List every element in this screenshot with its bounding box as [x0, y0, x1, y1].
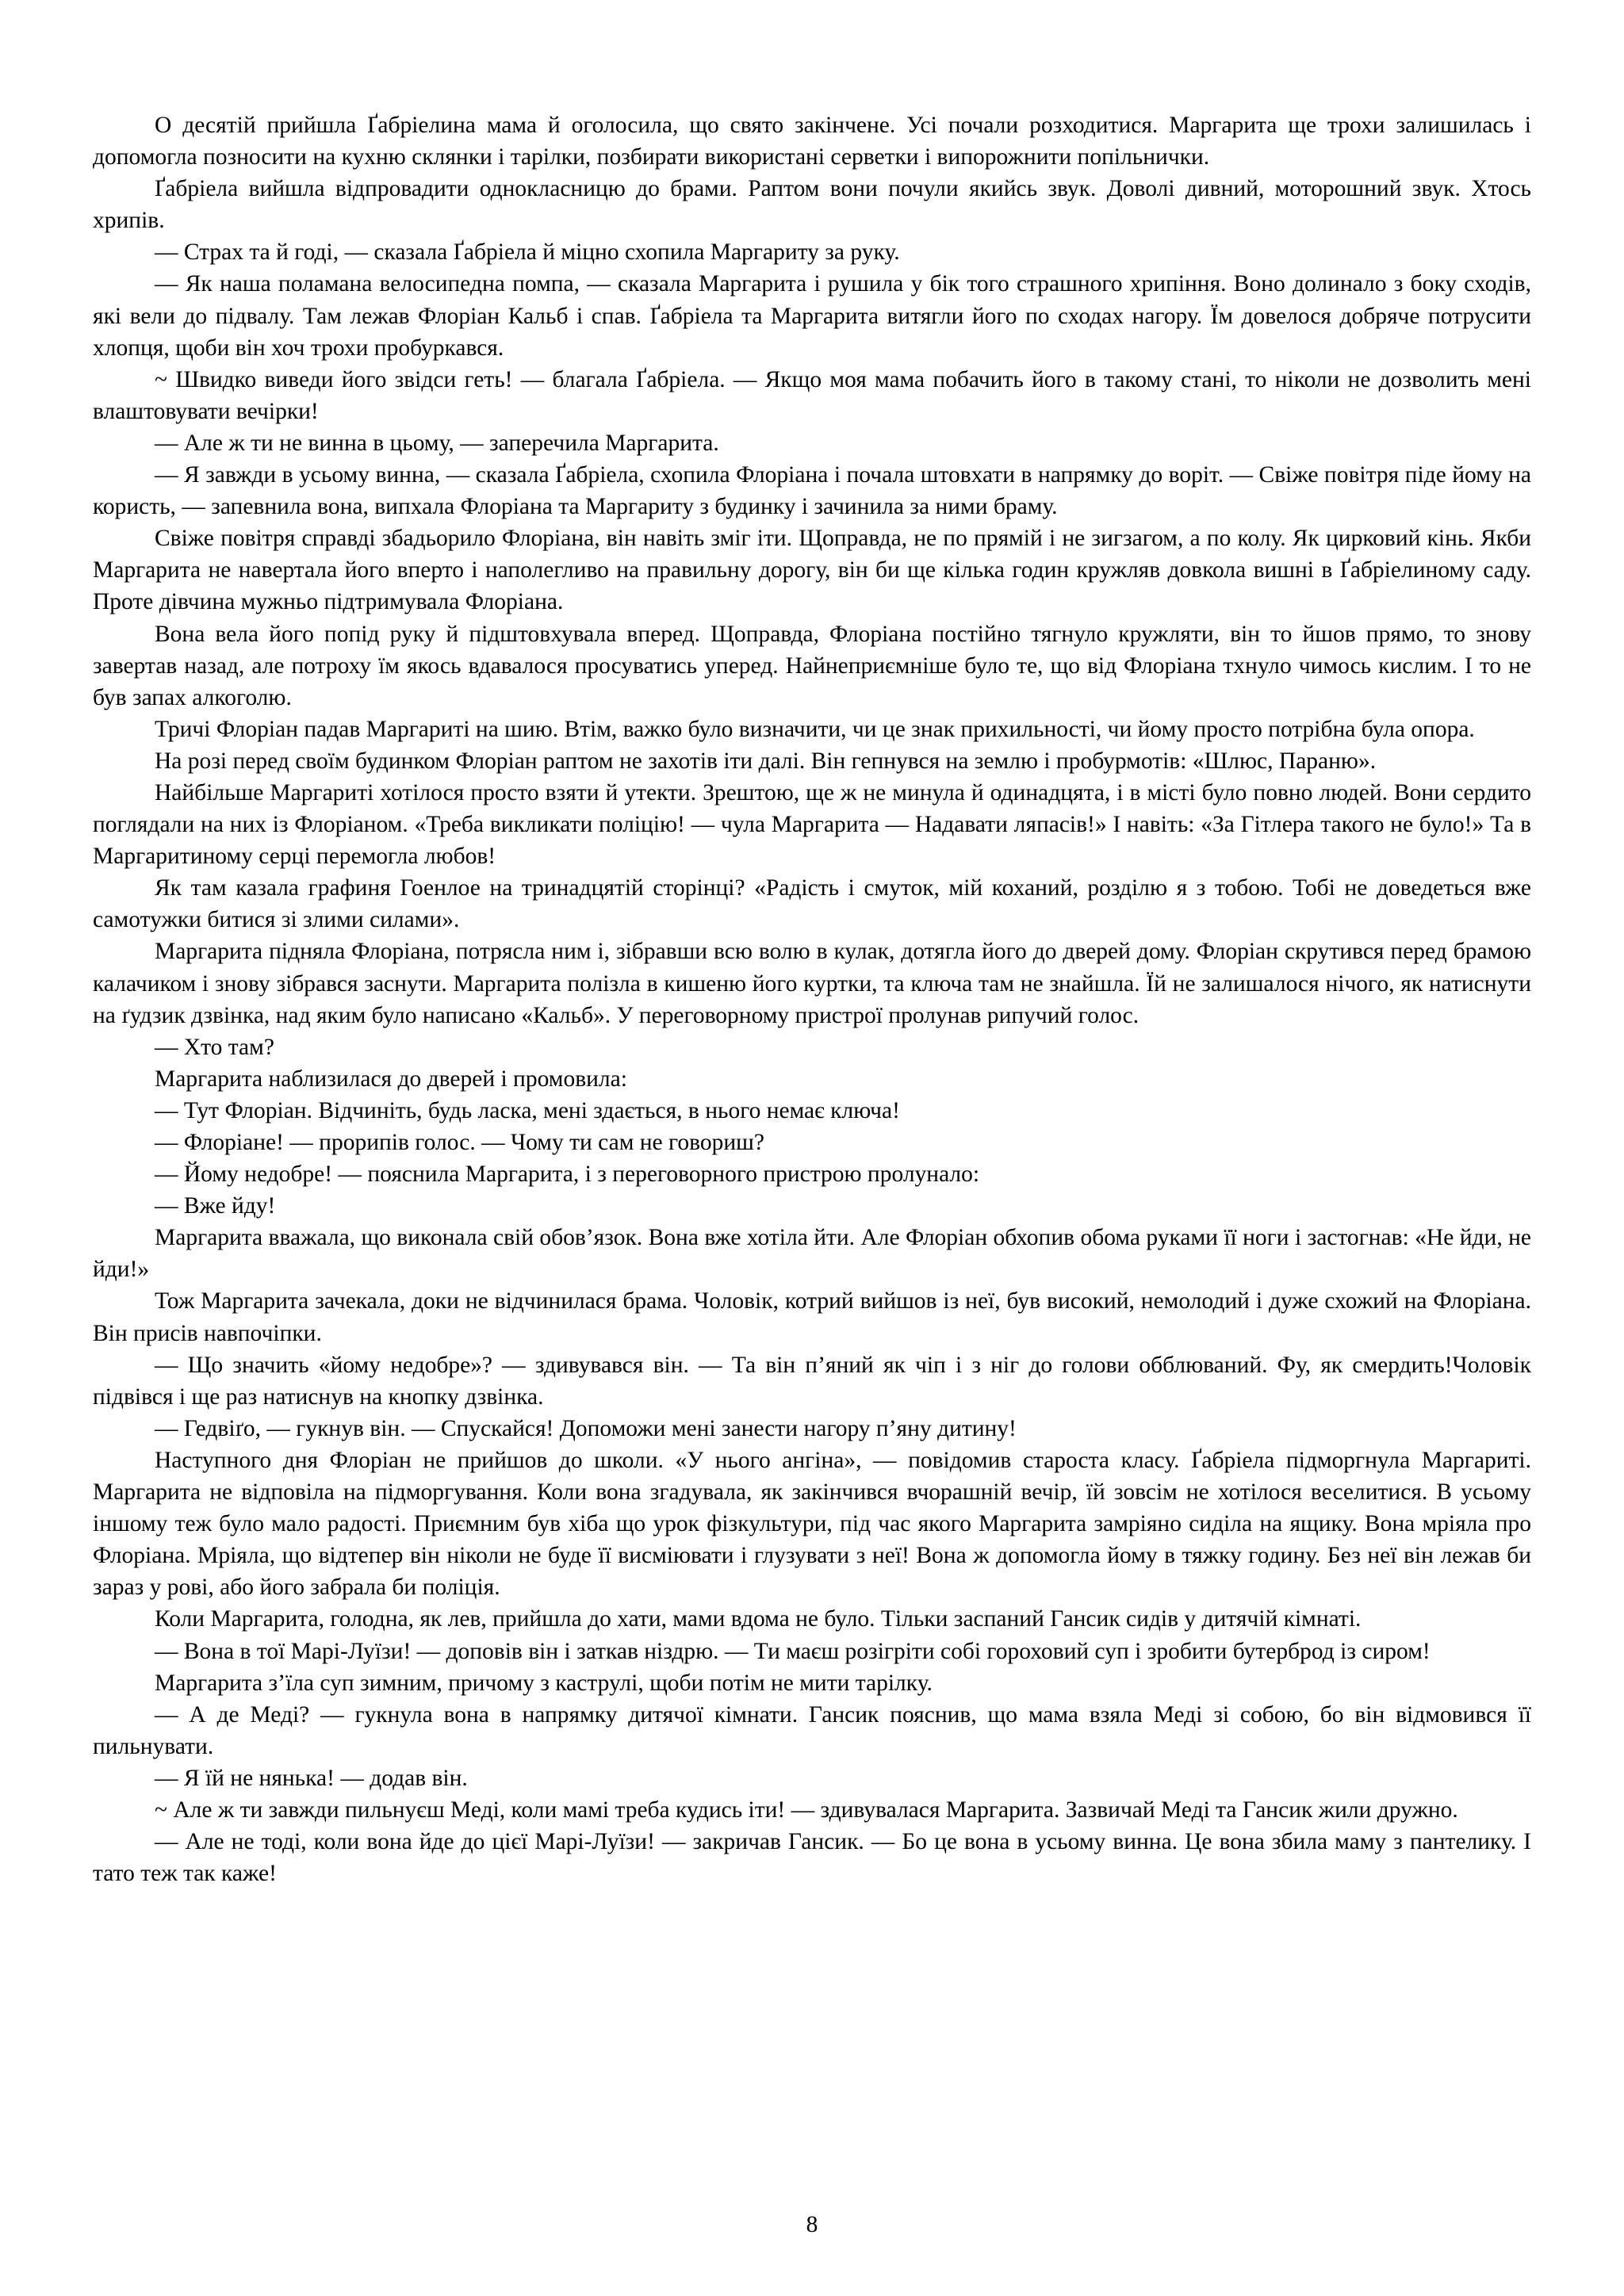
- paragraph: Свіже повітря справді збадьорило Флоріана, він навіть зміг іти. Щоправда, не по прямій і не зигзагом, а по колу. Як цирковий кінь. Якби Маргарита не навертала його вперто і наполегливо на правильну дорогу, він би ще кілька годин кружляв довкола вишні в Ґабріелиному саду. Проте дівчина мужньо підтримувала Флоріана.: [93, 526, 1531, 615]
- paragraph: — Але ж ти не винна в цьому, — заперечила Маргарита.: [155, 430, 719, 456]
- paragraph: Маргарита з’їла суп зимним, причому з каструлі, щоби потім не мити тарілку.: [155, 1670, 933, 1696]
- paragraph: — Я їй не нянька! — додав він.: [155, 1765, 468, 1791]
- paragraph: — Я завжди в усьому винна, — сказала Ґабріела, схопила Флоріана і почала штовхати в напрямку до воріт. — Свіже повітря піде йому на користь, — запевнила вона, випхала Флоріана та Маргариту з будинку і зачинила за ними браму.: [93, 462, 1531, 520]
- paragraph: Вона вела його попід руку й підштовхувала вперед. Щоправда, Флоріана постійно тягнуло кружляти, він то йшов прямо, то знову завертав назад, але потроху їм якось вдавалося просуватись уперед. Найнеприємніше було те, що від Флоріана тхнуло чимось кислим. І то не був запах алкоголю.: [93, 621, 1531, 710]
- paragraph: О десятій прийшла Ґабріелина мама й оголосила, що свято закінчене. Усі почали розходитися. Маргарита ще трохи залишилась і допомогла позносити на кухню склянки і тарілки, позбирати використані серветки і випорожнити попільнички.: [93, 113, 1531, 170]
- paragraph: Маргарита наблизилася до дверей і промовила:: [155, 1066, 627, 1092]
- page-number: 8: [806, 2212, 818, 2237]
- paragraph: — Флоріане! — прорипів голос. — Чому ти сам не говориш?: [155, 1130, 764, 1155]
- paragraph: — Тут Флоріан. Відчиніть, будь ласка, мені здається, в нього немає ключа!: [155, 1097, 900, 1123]
- paragraph: — Вже йду!: [155, 1193, 276, 1219]
- paragraph: Ґабріела вийшла відпровадити однокласницю до брами. Раптом вони почули якийсь звук. Доволі дивний, моторошний звук. Хтось хрипів.: [93, 176, 1531, 234]
- paragraph: — Гедвіґо, — гукнув він. — Спускайся! Допоможи мені занести нагору п’яну дитину!: [155, 1415, 1017, 1441]
- paragraph: Найбільше Маргариті хотілося просто взяти й утекти. Зрештою, ще ж не минула й одинадцята, і в місті було повно людей. Вони сердито поглядали на них із Флоріаном. «Треба викликати поліцію! — чула Маргарита — Надавати ляпасів!» І навіть: «За Гітлера такого не було!» Та в Маргаритиному серці перемогла любов!: [93, 779, 1531, 870]
- paragraph: Маргарита підняла Флоріана, потрясла ним і, зібравши всю волю в кулак, дотягла його до дверей дому. Флоріан скрутився перед брамою калачиком і знову зібрався заснути. Маргарита полізла в кишеню його куртки, та ключа там не знайшла. Їй не залишалося нічого, як натиснути на ґудзик дзвінка, над яким було написано «Кальб». У переговорному пристрої пролунав рипучий голос.: [93, 939, 1531, 1028]
- paragraph: Як там казала графиня Гоенлое на тринадцятій сторінці? «Радість і смуток, мій коханий, розділю я з тобою. Тобі не доведеться вже самотужки битися зі злими силами».: [93, 875, 1531, 933]
- paragraph: На розі перед своїм будинком Флоріан раптом не захотів іти далі. Він гепнувся на землю і пробурмотів: «Шлюс, Параню».: [155, 748, 1377, 774]
- paragraph: — Вона в тої Марі-Луїзи! — доповів він і заткав ніздрю. — Ти маєш розігріти собі гороховий суп і зробити бутерброд із сиром!: [155, 1638, 1431, 1664]
- paragraph: Маргарита вважала, що виконала свій обов’язок. Вона вже хотіла йти. Але Флоріан обхопив обома руками її ноги і застогнав: «Не йди, не йди!»: [93, 1225, 1531, 1283]
- paragraph: ~ Швидко виведи його звідси геть! — благала Ґабріела. — Якщо моя мама побачить його в такому стані, то ніколи не дозволить мені влаштовувати вечірки!: [93, 366, 1531, 424]
- paragraph: Коли Маргарита, голодна, як лев, прийшла до хати, мами вдома не було. Тільки заспаний Гансик сидів у дитячій кімнаті.: [155, 1606, 1362, 1632]
- paragraph: — Страх та й годі, — сказала Ґабріела й міцно схопила Маргариту за руку.: [155, 239, 900, 266]
- paragraph: Тричі Флоріан падав Маргариті на шию. Втім, важко було визначити, чи це знак прихильності, чи йому просто потрібна була опора.: [155, 716, 1475, 742]
- paragraph: Тож Маргарита зачекала, доки не відчинилася брама. Чоловік, котрий вийшов із неї, був високий, немолодий і дуже схожий на Флоріана. Він присів навпочіпки.: [93, 1288, 1531, 1346]
- paragraph: — Хто там?: [155, 1034, 274, 1060]
- paragraph: Наступного дня Флоріан не прийшов до школи. «У нього ангіна», — повідомив староста класу. Ґабріела підморгнула Маргариті. Маргарита не відповіла на підморгування. Коли вона згадувала, як закінчився вчорашній вечір, їй зовсім не хотілося веселитися. В усьому іншому теж було мало радості. Приємним був хіба що урок фізкультури, під час якого Маргарита замріяно сиділа на ящику. Вона мріяла про Флоріана. Мріяла, що відтепер він ніколи не буде її висміювати і глузувати з неї! Вона ж допомогла йому в тяжку годину. Без неї він лежав би зараз у рові, або його забрала би поліція.: [93, 1447, 1531, 1601]
- paragraph: ~ Але ж ти завжди пильнуєш Меді, коли мамі треба кудись іти! — здивувалася Маргарита. Зазвичай Меді та Гансик жили дружно.: [155, 1797, 1458, 1823]
- paragraph: — Йому недобре! — пояснила Маргарита, і з переговорного пристрою пролунало:: [155, 1161, 980, 1188]
- paragraph: — Що значить «йому недобре»? — здивувався він. — Та він п’яний як чіп і з ніг до голови обблюваний. Фу, як смердить!Чоловік підвівся і ще раз натиснув на кнопку дзвінка.: [93, 1352, 1531, 1410]
- paragraph: — А де Меді? — гукнула вона в напрямку дитячої кімнати. Гансик пояснив, що мама взяла Меді зі собою, бо він відмовився її пильнувати.: [93, 1701, 1531, 1759]
- body-text: [93, 109, 1531, 1889]
- paragraph: — Як наша поламана велосипедна помпа, — сказала Маргарита і рушила у бік того страшного хрипіння. Воно долинало з боку сходів, які вели до підвалу. Там лежав Флоріан Кальб і спав. Ґабріела та Маргарита витягли його по сходах нагору. Їм довелося добряче потрусити хлопця, щоби він хоч трохи пробуркався.: [93, 271, 1531, 361]
- paragraph: — Але не тоді, коли вона йде до цієї Марі-Луїзи! — закричав Гансик. — Бо це вона в усьому винна. Це вона збила маму з пантелику. І тато теж так каже!: [93, 1829, 1531, 1887]
